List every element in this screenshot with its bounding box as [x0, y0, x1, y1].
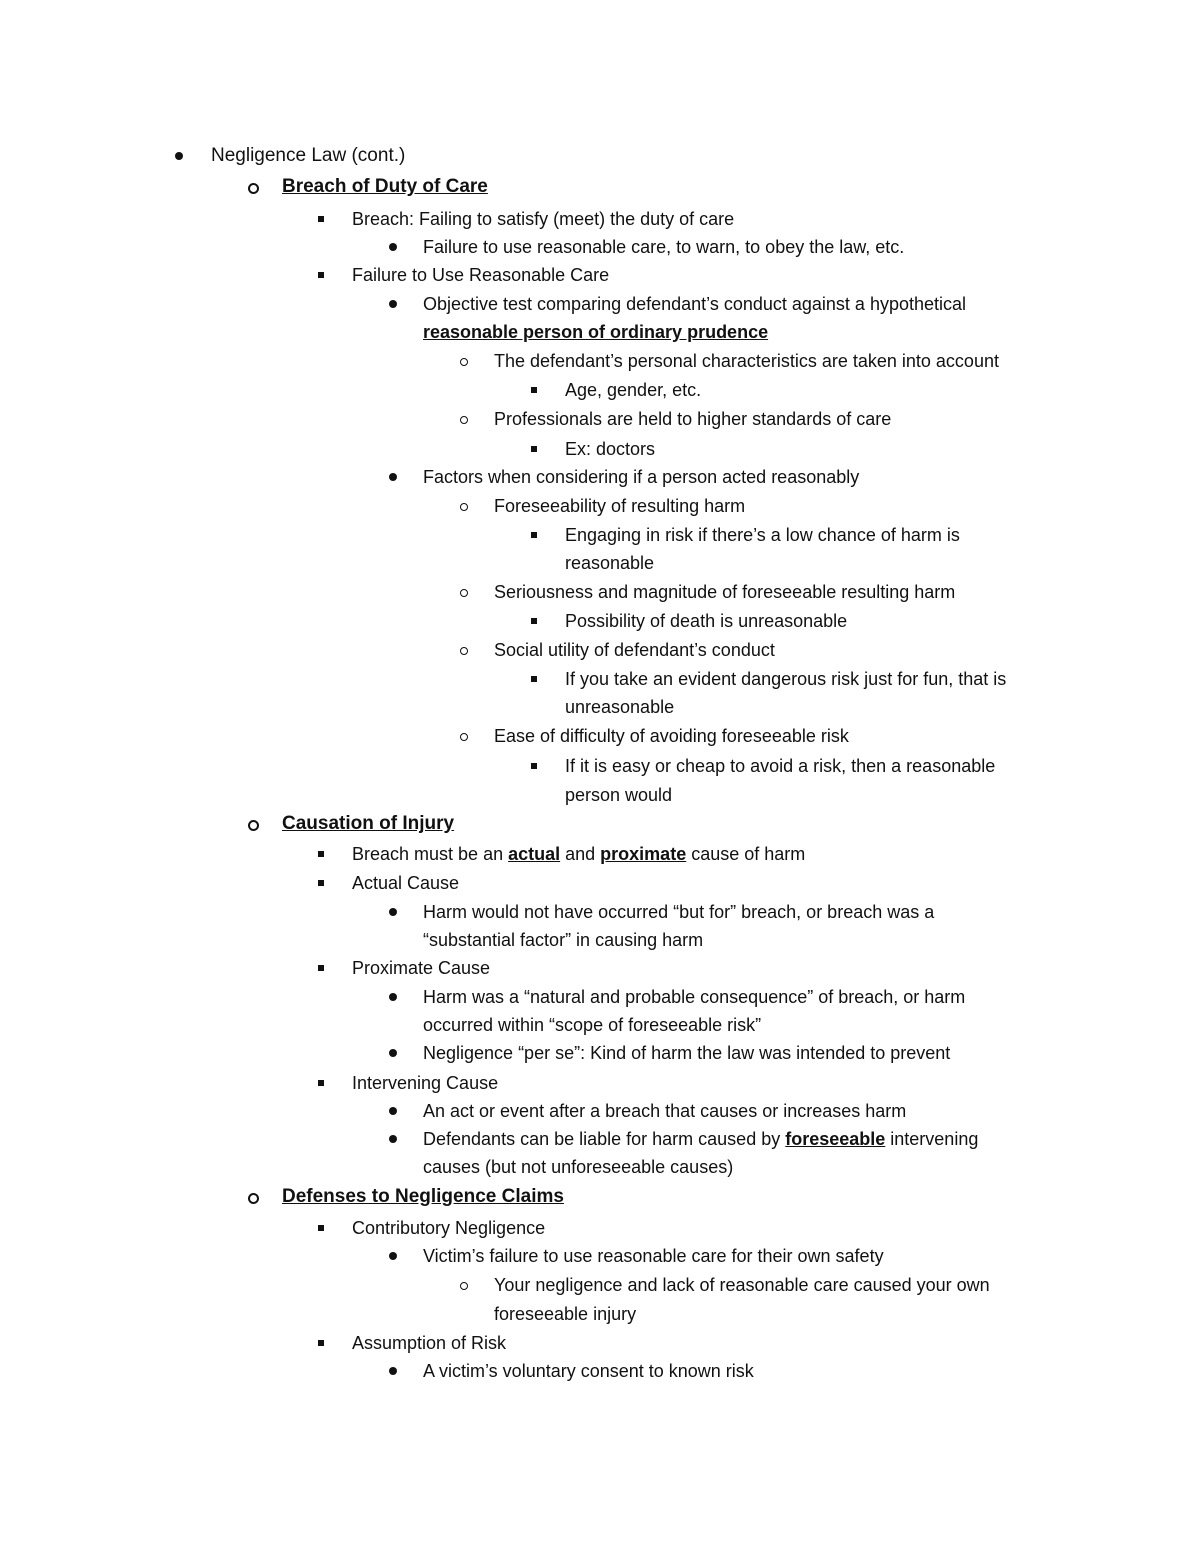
section-heading-causation: Causation of Injury — [282, 813, 455, 834]
bullet-icon — [389, 463, 397, 481]
square-bullet-icon — [318, 954, 324, 971]
list-item: Contributory Negligence — [352, 1218, 546, 1238]
list-item: If it is easy or cheap to avoid a risk, then a reasonable — [565, 756, 996, 776]
square-bullet-icon — [531, 665, 537, 682]
list-item: Social utility of defendant’s conduct — [494, 640, 775, 660]
o-bullet-icon — [460, 1271, 468, 1290]
square-bullet-icon — [318, 1329, 324, 1346]
list-item: Assumption of Risk — [352, 1333, 507, 1353]
list-item-continuation: reasonable person of ordinary prudence — [423, 322, 769, 342]
emphasis-proximate: proximate — [600, 844, 687, 864]
list-item: Ease of difficulty of avoiding foreseeable risk — [494, 726, 849, 746]
o-bullet-icon — [460, 347, 468, 366]
bullet-icon — [389, 1097, 397, 1115]
text-run: intervening — [885, 1129, 979, 1149]
list-item: Failure to use reasonable care, to warn, to obey the law, etc. — [423, 237, 905, 257]
o-bullet-icon — [460, 636, 468, 655]
square-bullet-icon — [318, 205, 324, 222]
list-item-continuation: reasonable — [565, 553, 655, 573]
text-run: Defendants can be liable for harm caused by — [423, 1129, 786, 1149]
list-item: An act or event after a breach that causes or increases harm — [423, 1101, 907, 1121]
bullet-icon — [175, 142, 183, 160]
list-item: Factors when considering if a person acted reasonably — [423, 467, 860, 487]
list-item: Harm was a “natural and probable consequence” of breach, or harm — [423, 987, 966, 1007]
list-item: A victim’s voluntary consent to known risk — [423, 1361, 754, 1381]
list-item-continuation: causes (but not unforeseeable causes) — [423, 1157, 734, 1177]
bullet-icon — [389, 1242, 397, 1260]
square-bullet-icon — [531, 607, 537, 624]
list-item-continuation: foreseeable injury — [494, 1304, 637, 1324]
bullet-icon — [389, 290, 397, 308]
square-bullet-icon — [531, 752, 537, 769]
list-item-continuation: person would — [565, 785, 673, 805]
page-title: Negligence Law (cont.) — [211, 145, 406, 166]
list-item: Actual Cause — [352, 873, 460, 893]
list-item: Failure to Use Reasonable Care — [352, 265, 610, 285]
list-item: Harm would not have occurred “but for” breach, or breach was a — [423, 902, 935, 922]
list-item: Engaging in risk if there’s a low chance of harm is — [565, 525, 960, 545]
text-run: Breach must be an — [352, 844, 509, 864]
list-item: Ex: doctors — [565, 439, 656, 459]
square-bullet-icon — [531, 435, 537, 452]
square-bullet-icon — [318, 1214, 324, 1231]
bullet-icon — [389, 898, 397, 916]
square-bullet-icon — [531, 376, 537, 393]
list-item — [352, 840, 805, 868]
list-item: If you take an evident dangerous risk just for fun, that is — [565, 669, 1007, 689]
list-item: The defendant’s personal characteristics are taken into account — [494, 351, 999, 371]
list-item — [423, 1125, 978, 1153]
list-item: Professionals are held to higher standards of care — [494, 409, 892, 429]
bullet-icon — [389, 233, 397, 251]
list-item: Intervening Cause — [352, 1073, 499, 1093]
circle-bullet-icon — [248, 173, 259, 194]
square-bullet-icon — [318, 840, 324, 857]
circle-bullet-icon — [248, 810, 259, 831]
bullet-icon — [389, 983, 397, 1001]
list-item: Seriousness and magnitude of foreseeable resulting harm — [494, 582, 956, 602]
square-bullet-icon — [318, 869, 324, 886]
o-bullet-icon — [460, 722, 468, 741]
list-item: Victim’s failure to use reasonable care for their own safety — [423, 1246, 884, 1266]
list-item-continuation: unreasonable — [565, 697, 675, 717]
section-heading-defenses: Defenses to Negligence Claims — [282, 1186, 564, 1207]
square-bullet-icon — [531, 521, 537, 538]
text-run: cause of harm — [686, 844, 806, 864]
list-item-continuation: occurred within “scope of foreseeable risk” — [423, 1015, 762, 1035]
list-item-continuation: “substantial factor” in causing harm — [423, 930, 704, 950]
list-item: Negligence “per se”: Kind of harm the law was intended to prevent — [423, 1043, 951, 1063]
list-item: Foreseeability of resulting harm — [494, 496, 746, 516]
square-bullet-icon — [318, 261, 324, 278]
emphasis-actual: actual — [508, 844, 561, 864]
list-item: Age, gender, etc. — [565, 380, 702, 400]
list-item: Your negligence and lack of reasonable care caused your own — [494, 1275, 990, 1295]
list-item: Proximate Cause — [352, 958, 491, 978]
list-item: Breach: Failing to satisfy (meet) the duty of care — [352, 209, 735, 229]
list-item: Possibility of death is unreasonable — [565, 611, 848, 631]
bullet-icon — [389, 1357, 397, 1375]
list-item: Objective test comparing defendant’s conduct against a hypothetical — [423, 294, 967, 314]
bullet-icon — [389, 1125, 397, 1143]
square-bullet-icon — [318, 1069, 324, 1086]
o-bullet-icon — [460, 578, 468, 597]
bullet-icon — [389, 1039, 397, 1057]
text-run: and — [560, 844, 601, 864]
o-bullet-icon — [460, 492, 468, 511]
o-bullet-icon — [460, 405, 468, 424]
emphasis-foreseeable: foreseeable — [785, 1129, 886, 1149]
circle-bullet-icon — [248, 1183, 259, 1204]
section-heading-breach: Breach of Duty of Care — [282, 176, 488, 197]
